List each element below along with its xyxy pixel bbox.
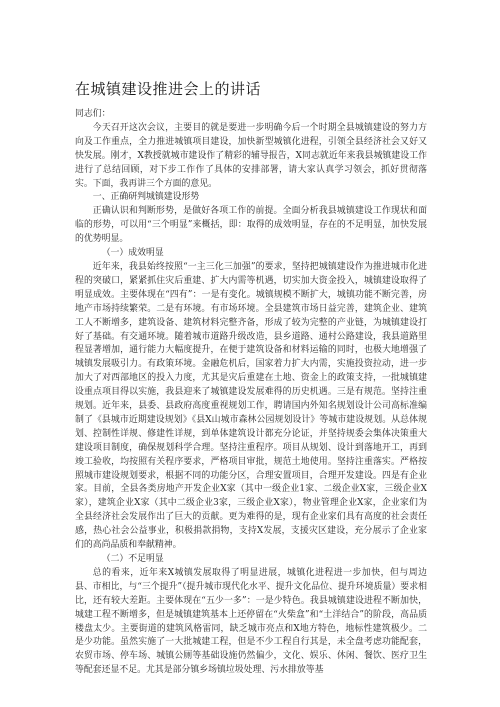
- paragraph-achievements: 近年来，我县始终按照“一主三化三加强”的要求，坚持把城镇建设作为推进城市化进程的突破口，紧紧抓住灾后重建、扩大内需等机遇，切实加大资金投入，城镇建设取得了明显成效。主要体现在“四有”：一是有变化。城镇规模不断扩大，城镇功能不断完善，房地产市场持续繁荣。二是有环境。有市场环境。全县建筑市场日益完善，建筑企业、建筑工人不断增多，建筑设备、建筑材料完整齐备，形成了较为完整的产业链，为城镇建设打好了基础。有交通环境。随着城市道路升级改造，县乡道路、通村公路建设，我县道路里程显著增加，通行能力大幅度提升，在便于建筑设备和材料运输的同时，也极大地增强了城镇发展吸引力。有政策环境。金融危机后，国家着力扩大内需，实施投资拉动，进一步加大了对西部地区的投入力度，尤其是灾后重建在土地、资金上的政策支持，一批城镇建设重点项目得以实施，我县迎来了城镇建设发展难得的历史机遇。三是有规范。坚持注重规划。近年来，县委、县政府高度重视规划工作，聘请国内外知名规划设计公司高标准编制了《县城市近期建设规划》《县X山城市森林公园规划设计》等城市建设规划。从总体规划、控制性详规、修建性详规，到单体建筑设计都充分论证，并坚持规委会集体决策重大建设项目制度，确保规划科学合理。坚持注重程序。项目从规划、设计到落地开工，再到竣工验收，均按照有关程序要求，严格项目审批，规范土地使用。坚持注重落实。严格按照城市建设规划要求，根据不同的功能分区，合理安置项目，合理开发建设。四是有企业家。目前，全县各类房地产开发企业X家（其中一级企业1家、二级企业X家，三级企业X家），建筑企业X家（其中二级企业3家，三级企业X家），物业管理企业X家，企业家们为全县经济社会发展作出了巨大的贡献。更为难得的是，现有企业家们具有高度的社会责任感，热心社会公益事业，积极捐款捐物，支持X发展，支援灾区建设，充分展示了企业家们的高尚品质和奉献精神。: [75, 261, 427, 551]
- subsection-heading-shortcomings: （二）不足明显: [101, 554, 164, 564]
- salutation: 同志们：: [75, 109, 111, 119]
- section-heading-1: 一、正确研判城镇建设形势: [92, 192, 200, 203]
- paragraph-intro: 今天召开这次会议，主要目的就是要进一步明确今后一个时期全县城镇建设的努力方向及工作重点，全力推进城镇项目建设，加快新型城镇化进程，引领全县经济社会又好又快发展。刚才，X教授就城市建设作了精彩的辅导报告，X同志就近年来我县城镇建设工作进行了总结回顾，对下步工作作了具体的安排部署，请大家认真学习领会，抓好贯彻落实。下面，我再讲三个方面的意见。: [75, 122, 427, 189]
- document-title: 在城镇建设推进会上的讲话: [75, 80, 262, 98]
- subsection-heading-achievements: （一）成效明显: [101, 248, 164, 259]
- document-body: [75, 108, 427, 678]
- paragraph-shortcomings: 总的看来，近年来X城镇发展取得了明显进展，城镇化进程进一步加快，但与周边县、市相比，与“三个提升”（提升城市现代化水平、提升文化品位、提升环境质量）要求相比，还有较大差距。主要体现在“五少一多”：一是少特色。我县城镇建设进程不断加快，城建工程不断增多，但是城镇建筑基本上还停留在“火柴盒”和“土洋结合”的阶段，高品质楼盘太少。主要街道的建筑风格雷同，缺乏城市亮点和X地方特色，地标性建筑极少。二是少功能。虽然实施了一大批城建工程，但是不少工程自行其是，未全盘考虑功能配套，农贸市场、停车场、城镇公厕等基础设施仍然偏少，文化、娱乐、休闲、餐饮、医疗卫生等配套还显不足。尤其是部分镇乡场镇垃圾处理、污水排放等基: [75, 567, 427, 676]
- paragraph-1: 正确认识和判断形势，是做好各项工作的前提。全面分析我县城镇建设工作现状和面临的形势，可以用“三个明显”来概括，即：取得的成效明显，存在的不足明显，加快发展的优势明显。: [75, 206, 427, 245]
